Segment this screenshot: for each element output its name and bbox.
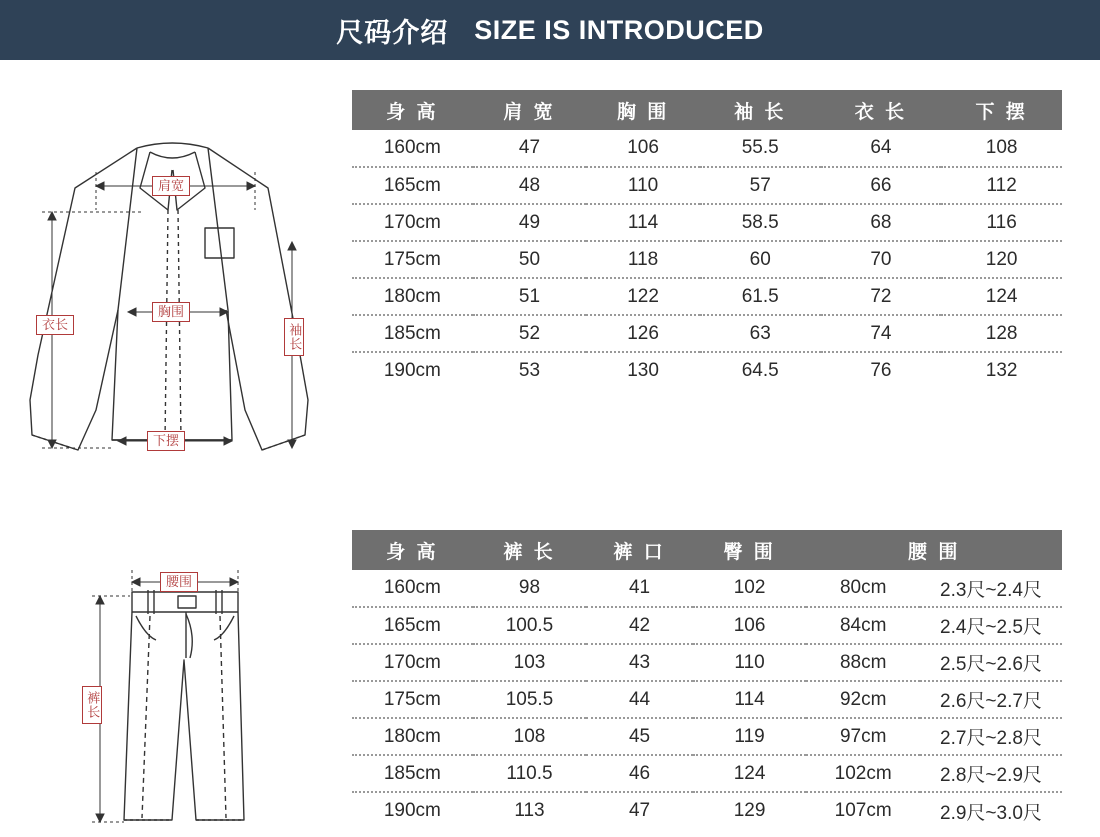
cell-shoulder: 47 bbox=[473, 130, 587, 167]
page-title-en: SIZE IS INTRODUCED bbox=[474, 14, 764, 45]
cell-chest: 130 bbox=[627, 360, 659, 381]
jacket-size-table bbox=[352, 90, 1062, 389]
pants-size-table bbox=[352, 530, 1062, 829]
cell-height: 180cm bbox=[352, 278, 473, 315]
col-header-height: 身 高 bbox=[352, 90, 473, 130]
content-area bbox=[0, 60, 1100, 837]
table-row bbox=[352, 315, 1062, 352]
table-row bbox=[352, 607, 1062, 644]
cell-sleeve: 63 bbox=[700, 315, 821, 352]
cell-pant-length: 110.5 bbox=[473, 755, 587, 792]
cell-waist-cm: 97cm bbox=[806, 718, 920, 755]
label-chest: 胸围 bbox=[152, 302, 190, 322]
col-header-hip: 臀 围 bbox=[693, 530, 807, 570]
cell-sleeve: 58.5 bbox=[700, 204, 821, 241]
cell-height: 190cm bbox=[383, 800, 441, 821]
table-row bbox=[352, 352, 1062, 389]
cell-height: 185cm bbox=[352, 315, 473, 352]
cell-pant-length: 108 bbox=[473, 718, 587, 755]
table-row bbox=[352, 130, 1062, 167]
pants-diagram bbox=[0, 490, 345, 837]
cell-shoulder: 48 bbox=[473, 167, 587, 204]
col-header-chest: 胸 围 bbox=[586, 90, 700, 130]
col-header-hem: 下 摆 bbox=[941, 90, 1062, 130]
shirt-diagram bbox=[0, 60, 345, 490]
cell-hem: 132 bbox=[985, 360, 1018, 381]
cell-waist-chi: 2.3尺~2.4尺 bbox=[920, 570, 1062, 607]
cell-height: 175cm bbox=[352, 681, 473, 718]
label-waist: 腰围 bbox=[160, 572, 198, 592]
cell-shoulder: 53 bbox=[518, 360, 541, 381]
cell-sleeve: 60 bbox=[700, 241, 821, 278]
cell-waist-chi: 2.4尺~2.5尺 bbox=[920, 607, 1062, 644]
table-row bbox=[352, 681, 1062, 718]
col-header-waist: 腰 围 bbox=[806, 530, 1062, 570]
table-row bbox=[352, 241, 1062, 278]
cell-chest: 126 bbox=[586, 315, 700, 352]
cell-waist-chi: 2.6尺~2.7尺 bbox=[920, 681, 1062, 718]
cell-hip: 110 bbox=[693, 644, 807, 681]
table-row bbox=[352, 278, 1062, 315]
page-title-cn: 尺码介绍 bbox=[336, 17, 449, 48]
cell-pant-opening: 44 bbox=[586, 681, 693, 718]
table-header-row bbox=[352, 530, 1062, 570]
cell-chest: 106 bbox=[586, 130, 700, 167]
cell-pant-length: 100.5 bbox=[473, 607, 587, 644]
cell-pant-opening: 47 bbox=[628, 800, 651, 821]
cell-sleeve: 61.5 bbox=[700, 278, 821, 315]
cell-shoulder: 51 bbox=[473, 278, 587, 315]
cell-chest: 118 bbox=[586, 241, 700, 278]
table-row bbox=[352, 718, 1062, 755]
cell-waist-cm: 92cm bbox=[806, 681, 920, 718]
pants-size-table-wrap bbox=[352, 530, 1062, 829]
cell-pant-opening: 42 bbox=[586, 607, 693, 644]
cell-hip: 124 bbox=[693, 755, 807, 792]
cell-pant-opening: 45 bbox=[586, 718, 693, 755]
cell-pant-length: 103 bbox=[473, 644, 587, 681]
cell-height: 180cm bbox=[352, 718, 473, 755]
cell-waist-cm: 88cm bbox=[806, 644, 920, 681]
cell-height: 175cm bbox=[352, 241, 473, 278]
shirt-illustration bbox=[0, 60, 345, 490]
cell-sleeve: 55.5 bbox=[700, 130, 821, 167]
col-header-shoulder: 肩 宽 bbox=[473, 90, 587, 130]
col-header-pant-opening: 裤 口 bbox=[586, 530, 693, 570]
label-sleeve-length: 袖长 bbox=[284, 318, 304, 356]
col-header-pant-length: 裤 长 bbox=[473, 530, 587, 570]
table-row bbox=[352, 755, 1062, 792]
pants-illustration bbox=[0, 490, 345, 837]
cell-length: 72 bbox=[821, 278, 942, 315]
label-garment-length: 衣长 bbox=[36, 315, 74, 335]
cell-height: 160cm bbox=[352, 130, 473, 167]
jacket-section bbox=[0, 60, 1100, 490]
cell-chest: 110 bbox=[586, 167, 700, 204]
cell-shoulder: 49 bbox=[473, 204, 587, 241]
cell-height: 165cm bbox=[352, 607, 473, 644]
cell-waist-cm: 107cm bbox=[834, 800, 892, 821]
label-shoulder-width: 肩宽 bbox=[152, 176, 190, 196]
cell-hem: 112 bbox=[941, 167, 1062, 204]
cell-height: 185cm bbox=[352, 755, 473, 792]
table-row bbox=[352, 792, 1062, 829]
col-header-sleeve: 袖 长 bbox=[700, 90, 821, 130]
cell-hem: 120 bbox=[941, 241, 1062, 278]
cell-waist-chi: 2.7尺~2.8尺 bbox=[920, 718, 1062, 755]
cell-pant-opening: 43 bbox=[586, 644, 693, 681]
cell-pant-length: 98 bbox=[473, 570, 587, 607]
cell-hem: 116 bbox=[941, 204, 1062, 241]
cell-shoulder: 52 bbox=[473, 315, 587, 352]
page-header bbox=[0, 0, 1100, 60]
cell-length: 76 bbox=[870, 360, 892, 381]
cell-height: 160cm bbox=[352, 570, 473, 607]
cell-hem: 124 bbox=[941, 278, 1062, 315]
cell-length: 74 bbox=[821, 315, 942, 352]
col-header-length: 衣 长 bbox=[821, 90, 942, 130]
cell-hip: 114 bbox=[693, 681, 807, 718]
cell-length: 64 bbox=[821, 130, 942, 167]
cell-hem: 108 bbox=[941, 130, 1062, 167]
jacket-size-table-wrap bbox=[352, 90, 1062, 389]
cell-length: 68 bbox=[821, 204, 942, 241]
cell-sleeve: 57 bbox=[700, 167, 821, 204]
cell-pant-opening: 41 bbox=[586, 570, 693, 607]
label-hem: 下摆 bbox=[147, 431, 185, 451]
cell-hip: 102 bbox=[693, 570, 807, 607]
cell-sleeve: 64.5 bbox=[741, 360, 779, 381]
cell-waist-chi: 2.9尺~3.0尺 bbox=[940, 802, 1042, 824]
cell-waist-cm: 102cm bbox=[806, 755, 920, 792]
cell-height: 190cm bbox=[383, 360, 441, 381]
cell-hip: 129 bbox=[733, 800, 766, 821]
cell-length: 66 bbox=[821, 167, 942, 204]
cell-waist-chi: 2.5尺~2.6尺 bbox=[920, 644, 1062, 681]
cell-length: 70 bbox=[821, 241, 942, 278]
label-pant-length: 裤长 bbox=[82, 686, 102, 724]
cell-pant-opening: 46 bbox=[586, 755, 693, 792]
cell-waist-cm: 80cm bbox=[806, 570, 920, 607]
pants-section bbox=[0, 490, 1100, 837]
cell-chest: 122 bbox=[586, 278, 700, 315]
cell-hem: 128 bbox=[941, 315, 1062, 352]
cell-height: 165cm bbox=[352, 167, 473, 204]
col-header-height: 身 高 bbox=[352, 530, 473, 570]
cell-height: 170cm bbox=[352, 204, 473, 241]
cell-chest: 114 bbox=[586, 204, 700, 241]
cell-hip: 119 bbox=[693, 718, 807, 755]
cell-waist-cm: 84cm bbox=[806, 607, 920, 644]
table-row bbox=[352, 204, 1062, 241]
table-row bbox=[352, 570, 1062, 607]
table-row bbox=[352, 167, 1062, 204]
cell-hip: 106 bbox=[693, 607, 807, 644]
cell-height: 170cm bbox=[352, 644, 473, 681]
cell-pant-length: 105.5 bbox=[473, 681, 587, 718]
table-header-row bbox=[352, 90, 1062, 130]
cell-waist-chi: 2.8尺~2.9尺 bbox=[920, 755, 1062, 792]
cell-pant-length: 113 bbox=[514, 800, 545, 821]
table-row bbox=[352, 644, 1062, 681]
cell-shoulder: 50 bbox=[473, 241, 587, 278]
